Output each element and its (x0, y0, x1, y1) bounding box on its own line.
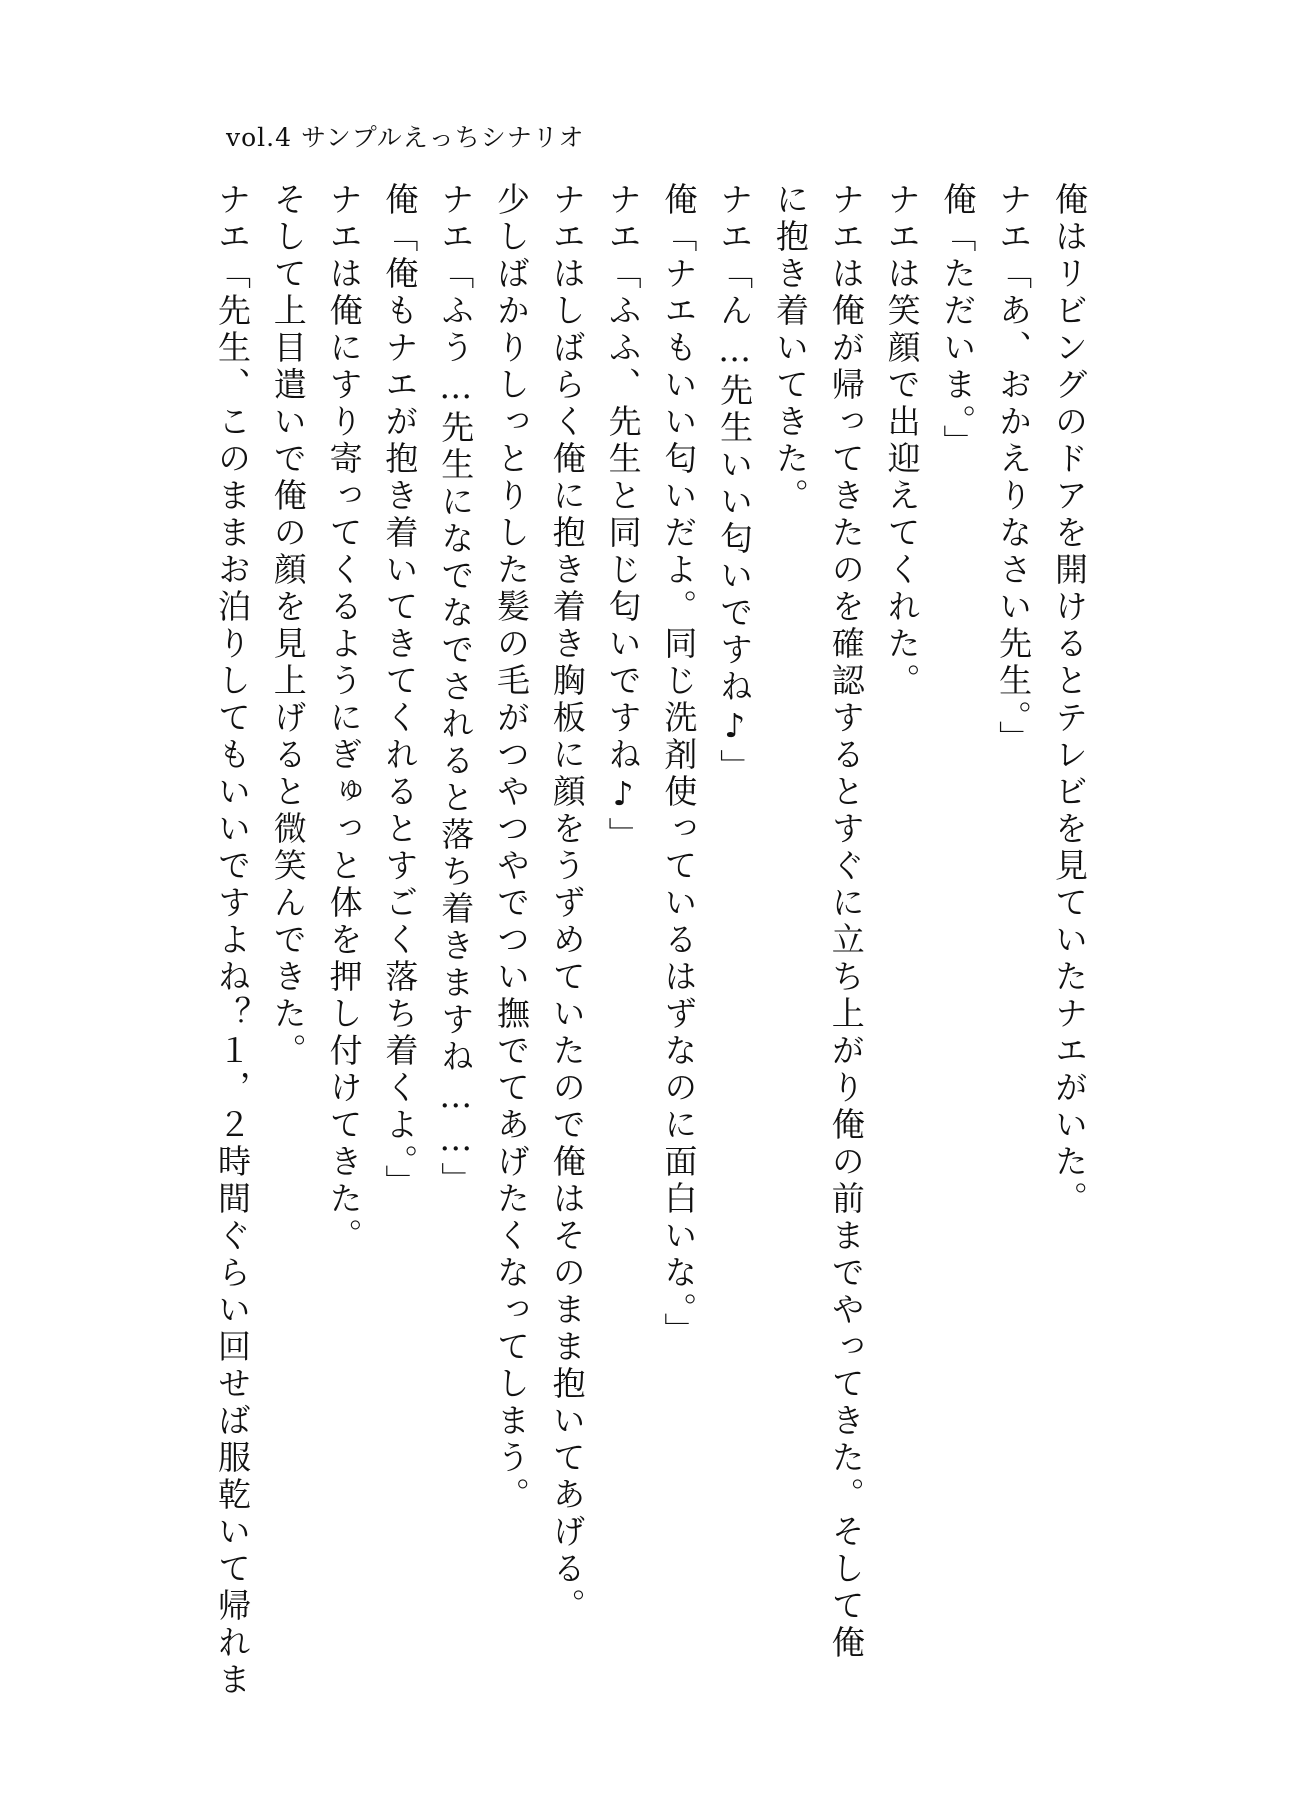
scenario-line: ナエ「先生、このままお泊りしてもいいですよね？１，２時間ぐらい回せば服乾いて帰れま (213, 182, 252, 1699)
scenario-line: ナエ「あ、おかえりなさい先生。」 (994, 182, 1034, 758)
scenario-line: 少しばかりしっとりした髪の毛がつやつやでつい撫でてあげたくなってしまう。 (491, 182, 531, 1514)
scenario-line: そして上目遣いで俺の顔を見上げると微笑んできた。 (268, 182, 308, 1070)
scenario-line: ナエは俺が帰ってきたのを確認するとすぐに立ち上がり俺の前までやってきた。そして俺 (826, 182, 866, 1662)
scenario-line: ナエ「ふう…先生になでなでされると落ち着きますね……」 (436, 182, 476, 1199)
scenario-text-body (213, 182, 1089, 1699)
scenario-line: 俺「ただいま。」 (938, 182, 978, 462)
scenario-line: 俺「俺もナエが抱き着いてきてくれるとすごく落ち着くよ。」 (380, 182, 420, 1202)
scenario-line: ナエ「ん…先生いい匂いですね♪」 (715, 182, 755, 786)
scenario-line: ナエは俺にすり寄ってくるようにぎゅっと体を押し付けてきた。 (324, 182, 364, 1255)
scenario-line: 俺はリビングのドアを開けるとテレビを見ていたナエがいた。 (1049, 182, 1089, 1218)
scenario-line: 俺「ナエもいい匂いだよ。同じ洗剤使っているはずなのに面白いな。」 (659, 182, 699, 1350)
scenario-line: ナエはしばらく俺に抱き着き胸板に顔をうずめていたので俺はそのまま抱いてあげる。 (547, 182, 587, 1625)
scenario-line: に抱き着いてきた。 (770, 182, 810, 515)
scenario-line: ナエは笑顔で出迎えてくれた。 (882, 182, 922, 700)
scenario-line: ナエ「ふふ、先生と同じ匂いですね♪」 (603, 182, 643, 854)
page-title: vol.4 サンプルえっちシナリオ (226, 123, 585, 152)
